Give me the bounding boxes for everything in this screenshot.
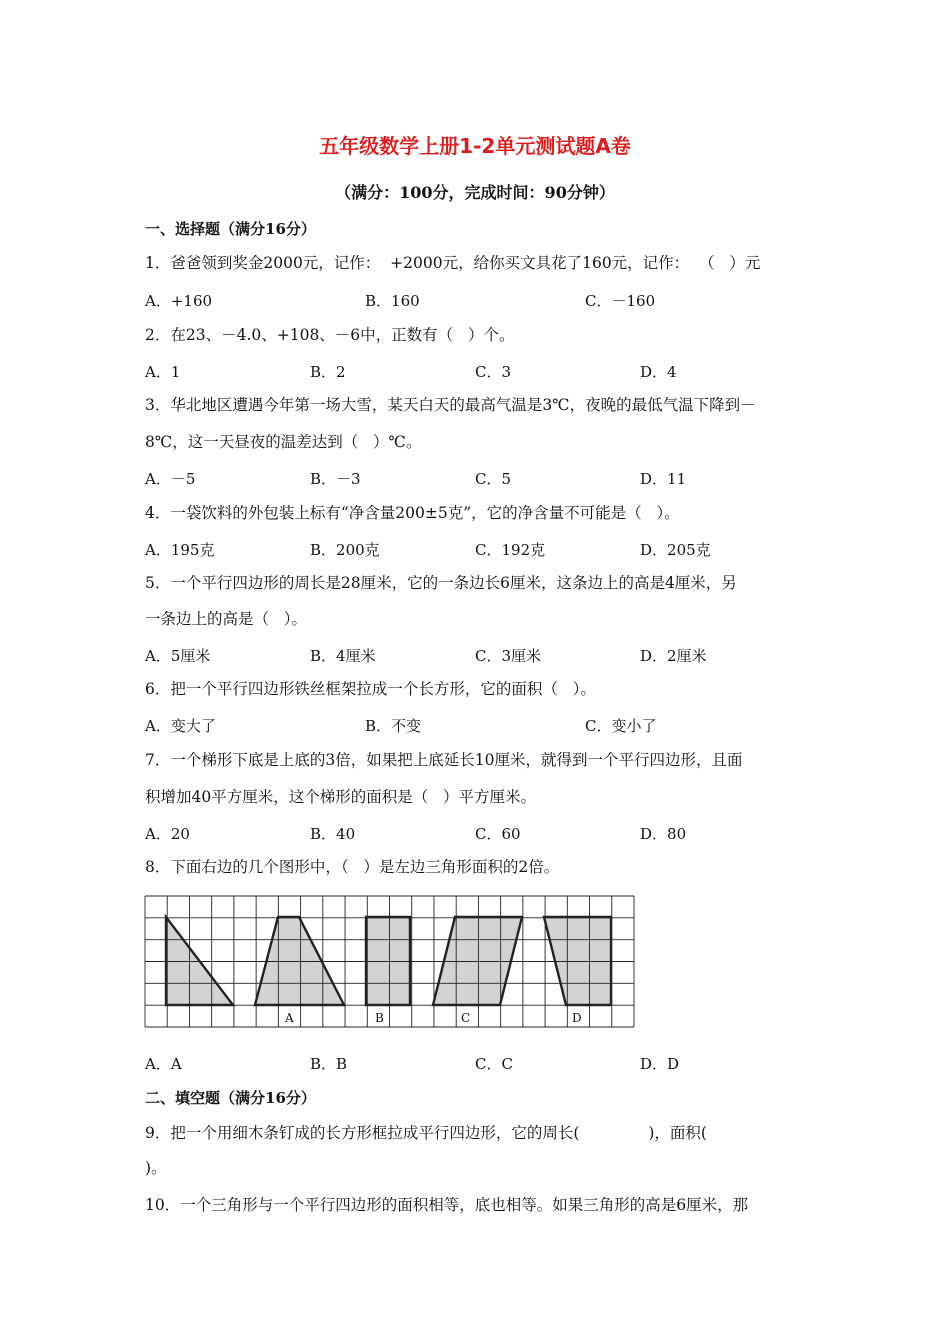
q2-option-c: C．3 — [475, 363, 512, 381]
question-8: 8．下面右边的几个图形中，（ ）是左边三角形面积的2倍。 — [145, 858, 560, 876]
shape-b-rectangle — [366, 917, 410, 1005]
grid-lines — [145, 896, 634, 1027]
left-triangle — [166, 917, 233, 1005]
shape-d-trapezoid — [544, 917, 611, 1005]
q4-option-a: A．195克 — [145, 541, 215, 559]
q2-option-a: A．1 — [145, 363, 181, 381]
q3-option-b: B．－3 — [310, 470, 361, 488]
q7-option-c: C．60 — [475, 825, 521, 843]
section-heading-choice: 一、选择题（满分16分） — [145, 220, 316, 238]
q8-option-b: B．B — [310, 1055, 348, 1073]
q6-option-a: A．变大了 — [145, 717, 216, 735]
figure-label-a: A — [285, 1011, 294, 1025]
section-heading-fill-in: 二、填空题（满分16分） — [145, 1089, 316, 1107]
question-4: 4．一袋饮料的外包装上标有“净含量200±5克”，它的净含量不可能是（ ）。 — [145, 504, 680, 522]
q3-option-d: D．11 — [640, 470, 687, 488]
question-10: 10．一个三角形与一个平行四边形的面积相等，底也相等。如果三角形的高是6厘米，那 — [145, 1196, 749, 1214]
q7-option-d: D．80 — [640, 825, 687, 843]
grid-figure — [144, 895, 636, 1031]
page-subtitle: （满分：100分，完成时间：90分钟） — [335, 183, 615, 202]
q6-option-b: B．不变 — [365, 717, 422, 735]
q5-option-a: A．5厘米 — [145, 647, 211, 665]
q1-option-c: C．－160 — [585, 292, 656, 310]
q1-option-a: A．+160 — [145, 292, 213, 310]
q4-option-b: B．200克 — [310, 541, 380, 559]
figure-label-d: D — [572, 1011, 582, 1025]
shape-a-trapezoid — [255, 917, 344, 1005]
q5-option-d: D．2厘米 — [640, 647, 707, 665]
question-2: 2．在23、－4.0、+108、－6中，正数有（ ）个。 — [145, 326, 515, 344]
question-9-line-2: )。 — [145, 1159, 167, 1177]
q2-option-b: B．2 — [310, 363, 346, 381]
q8-option-d: D．D — [640, 1055, 680, 1073]
question-5-line-1: 5．一个平行四边形的周长是28厘米，它的一条边长6厘米，这条边上的高是4厘米，另 — [145, 574, 737, 592]
shaded-shapes — [166, 917, 611, 1005]
q4-option-c: C．192克 — [475, 541, 546, 559]
q7-option-a: A．20 — [145, 825, 190, 843]
question-3-line-1: 3．华北地区遭遇今年第一场大雪，某天白天的最高气温是3℃，夜晚的最低气温下降到－ — [145, 396, 756, 414]
question-7-line-1: 7．一个梯形下底是上底的3倍，如果把上底延长10厘米，就得到一个平行四边形，且面 — [145, 751, 743, 769]
question-3-line-2: 8℃，这一天昼夜的温差达到（ ）℃。 — [145, 433, 422, 451]
q8-option-c: C．C — [475, 1055, 513, 1073]
question-7-line-2: 积增加40平方厘米，这个梯形的面积是（ ）平方厘米。 — [145, 788, 537, 806]
q5-option-c: C．3厘米 — [475, 647, 542, 665]
q5-option-b: B．4厘米 — [310, 647, 376, 665]
page-title: 五年级数学上册1-2单元测试题A卷 — [319, 134, 631, 158]
q2-option-d: D．4 — [640, 363, 677, 381]
q3-option-c: C．5 — [475, 470, 512, 488]
q3-option-a: A．－5 — [145, 470, 196, 488]
q6-option-c: C．变小了 — [585, 717, 657, 735]
question-9-line-1: 9．把一个用细木条钉成的长方形框拉成平行四边形，它的周长( )，面积( — [145, 1124, 707, 1142]
q8-option-a: A．A — [145, 1055, 182, 1073]
shape-c-parallelogram — [433, 917, 522, 1005]
figure-label-b: B — [375, 1011, 384, 1025]
q1-option-b: B．160 — [365, 292, 420, 310]
question-6: 6．把一个平行四边形铁丝框架拉成一个长方形，它的面积（ ）。 — [145, 680, 596, 698]
question-5-line-2: 一条边上的高是（ ）。 — [145, 610, 308, 628]
q7-option-b: B．40 — [310, 825, 356, 843]
figure-label-c: C — [461, 1011, 471, 1025]
q4-option-d: D．205克 — [640, 541, 711, 559]
question-1: 1．爸爸领到奖金2000元，记作： +2000元，给你买文具花了160元，记作： （ ）元 — [145, 254, 761, 272]
